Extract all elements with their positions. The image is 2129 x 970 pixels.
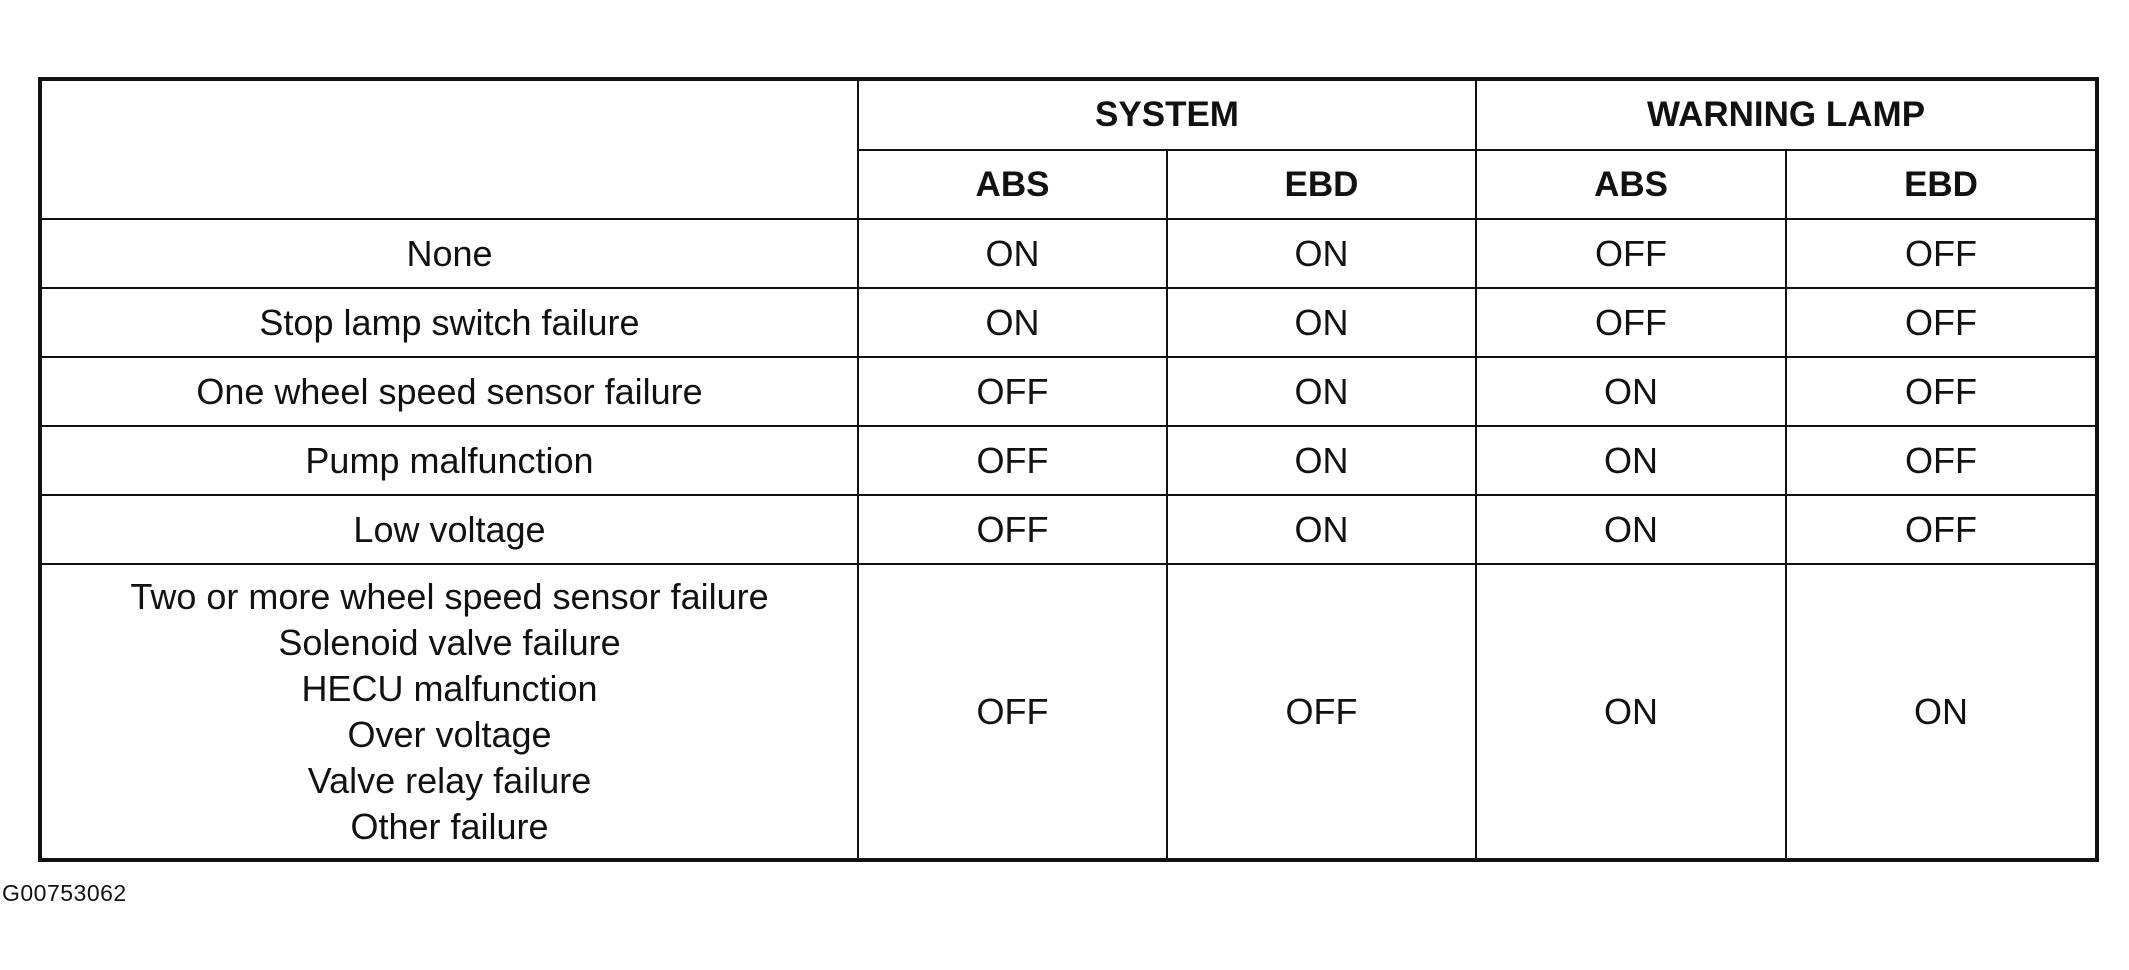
warning-lamp-ebd-cell: OFF (1786, 495, 2097, 564)
table-row (40, 426, 2097, 495)
warning-lamp-abs-cell: ON (1476, 495, 1786, 564)
system-ebd-cell: ON (1167, 495, 1476, 564)
condition-line: Other failure (350, 805, 549, 847)
system-abs-cell: OFF (858, 426, 1167, 495)
condition-line: HECU malfunction (301, 667, 598, 709)
condition-cell-multi (40, 564, 858, 860)
table-row (40, 357, 2097, 426)
condition-header-blank (40, 79, 858, 219)
group-header-row (40, 79, 2097, 150)
system-ebd-cell: OFF (1167, 564, 1476, 860)
warning-lamp-header: WARNING LAMP (1476, 79, 2097, 150)
abs-ebd-failure-table-container (38, 77, 2095, 853)
condition-line: Solenoid valve failure (278, 621, 621, 663)
condition-line: Two or more wheel speed sensor failure (130, 575, 769, 617)
system-header: SYSTEM (858, 79, 1476, 150)
system-abs-cell: ON (858, 288, 1167, 357)
warning-lamp-abs-cell: OFF (1476, 288, 1786, 357)
warning-lamp-abs-cell: OFF (1476, 219, 1786, 288)
condition-cell: One wheel speed sensor failure (40, 357, 858, 426)
warning-lamp-ebd-cell: OFF (1786, 426, 2097, 495)
system-ebd-cell: ON (1167, 288, 1476, 357)
warning-lamp-abs-header: ABS (1476, 150, 1786, 219)
warning-lamp-ebd-cell: ON (1786, 564, 2097, 860)
warning-lamp-abs-cell: ON (1476, 564, 1786, 860)
system-ebd-cell: ON (1167, 219, 1476, 288)
document-id: G00753062 (2, 880, 127, 906)
system-abs-cell: OFF (858, 564, 1167, 860)
table-row (40, 495, 2097, 564)
system-ebd-cell: ON (1167, 426, 1476, 495)
system-abs-cell: OFF (858, 357, 1167, 426)
warning-lamp-ebd-cell: OFF (1786, 288, 2097, 357)
warning-lamp-ebd-cell: OFF (1786, 219, 2097, 288)
warning-lamp-ebd-cell: OFF (1786, 357, 2097, 426)
system-ebd-cell: ON (1167, 357, 1476, 426)
warning-lamp-abs-cell: ON (1476, 426, 1786, 495)
system-ebd-header: EBD (1167, 150, 1476, 219)
system-abs-header: ABS (858, 150, 1167, 219)
table-row (40, 219, 2097, 288)
condition-cell: Stop lamp switch failure (40, 288, 858, 357)
system-abs-cell: ON (858, 219, 1167, 288)
condition-cell: Pump malfunction (40, 426, 858, 495)
system-abs-cell: OFF (858, 495, 1167, 564)
warning-lamp-abs-cell: ON (1476, 357, 1786, 426)
condition-cell: Low voltage (40, 495, 858, 564)
table-row (40, 288, 2097, 357)
abs-ebd-failure-table (38, 77, 2099, 862)
warning-lamp-ebd-header: EBD (1786, 150, 2097, 219)
condition-cell: None (40, 219, 858, 288)
condition-line: Over voltage (347, 713, 552, 755)
condition-line: Valve relay failure (307, 759, 592, 801)
table-row (40, 564, 2097, 860)
